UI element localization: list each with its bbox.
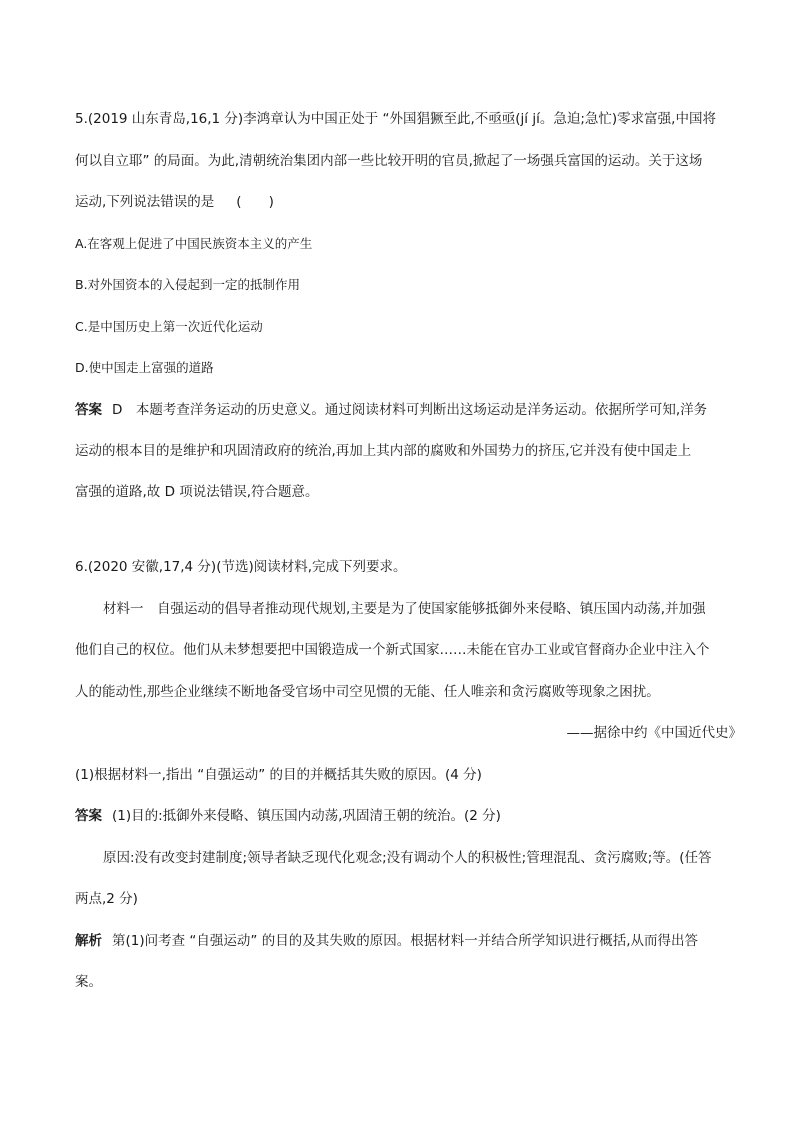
q6-analysis-label: 解析 (75, 933, 102, 949)
q5-answer-blank: ( ) (236, 194, 274, 210)
q5-option-b: B.对外国资本的入侵起到一定的抵制作用 (75, 277, 301, 292)
q6-answer-line-3: 两点,2 分) (75, 891, 138, 907)
q5-answer-text-1: D 本题考查洋务运动的历史意义。通过阅读材料可判断出这场运动是洋务运动。依据所学可知,洋务 (112, 402, 708, 418)
q6-sub-question: (1)根据材料一,指出 “自强运动” 的目的并概括其失败的原因。(4 分) (75, 767, 482, 783)
q6-answer-label: 答案 (75, 808, 102, 824)
q5-option-d: D.使中国走上富强的道路 (75, 360, 214, 375)
q5-answer-line-2: 运动的根本目的是维护和巩固清政府的统治,再加上其内部的腐败和外国势力的挤压,它并没有使中国走上 (75, 443, 692, 459)
q5-stem-line-1: 5.(2019 山东青岛,16,1 分)李鸿章认为中国正处于 “外国猖獗至此,不亟亟(jí jí。急迫;急忙)零求富强,中国将 (75, 111, 716, 127)
q5-answer-label: 答案 (75, 402, 102, 418)
q6-material-line-1: 材料一 自强运动的倡导者推动现代规划,主要是为了使国家能够抵御外来侵略、镇压国内动荡,并加强 (103, 601, 706, 617)
q5-answer-line-1 (75, 400, 725, 420)
q6-material-line-2: 他们自己的权位。他们从未梦想要把中国锻造成一个新式国家……未能在官办工业或官督商办企业中注入个 (75, 642, 710, 658)
q6-source: ——据徐中约《中国近代史》 (566, 725, 742, 741)
q5-option-a: A.在客观上促进了中国民族资本主义的产生 (75, 236, 313, 251)
q6-material-line-3: 人的能动性,那些企业继续不断地备受官场中司空见惯的无能、任人唯亲和贪污腐败等现象之困扰。 (75, 684, 660, 700)
q5-stem-line-3 (75, 192, 725, 212)
q6-answer-text-1: (1)目的:抵御外来侵略、镇压国内动荡,巩固清王朝的统治。(2 分) (112, 808, 501, 824)
q5-answer-line-3: 富强的道路,故 D 项说法错误,符合题意。 (75, 484, 319, 500)
q6-title: 6.(2020 安徽,17,4 分)(节选)阅读材料,完成下列要求。 (75, 559, 407, 575)
q6-answer-line-1 (75, 806, 725, 826)
q6-analysis-line-2: 案。 (75, 974, 102, 990)
q5-stem-text: 运动,下列说法错误的是 (75, 194, 215, 210)
q6-answer-line-2: 原因:没有改变封建制度;领导者缺乏现代化观念;没有调动个人的积极性;管理混乱、贪污腐败;等。(任答 (103, 850, 712, 866)
q5-option-c: C.是中国历史上第一次近代化运动 (75, 319, 263, 334)
q6-analysis-text-1: 第(1)问考查 “自强运动” 的目的及其失败的原因。根据材料一并结合所学知识进行概括,从而得出答 (112, 933, 698, 949)
q6-analysis-line-1 (75, 931, 725, 951)
q5-stem-line-2: 何以自立耶” 的局面。为此,清朝统治集团内部一些比较开明的官员,掀起了一场强兵富国的运动。关于这场 (75, 153, 703, 169)
